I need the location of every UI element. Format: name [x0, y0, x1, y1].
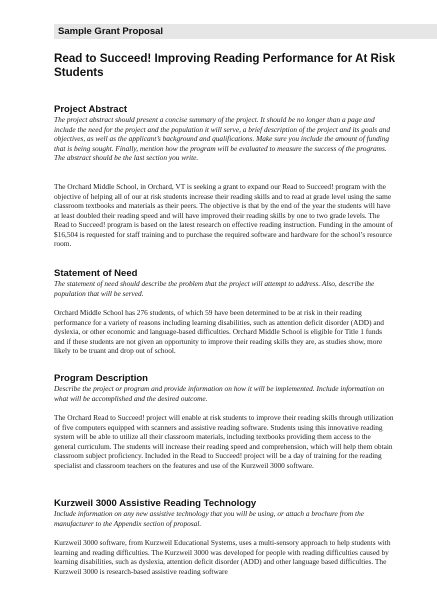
section-instruction-statement-of-need: The statement of need should describe the problem that the project will attempt to address. Also, describe the population that will be served. — [54, 279, 375, 298]
section-instruction-project-abstract: The project abstract should present a concise summary of the project. It should be no longer than a page and include the need for the project and the population it will serve, a brief description of the project and its goals and objectives, as well as the applicant’s background and qualifications. Make sure you include the amount of funding that is being sought. Finally, mention how the program will be evaluated to measure the success of the programs. The abstract should be the last section you write. — [54, 115, 390, 163]
section-instruction-kurzweil-3000: Include information on any new assistive technology that you will be using, or attach a brochure from the manufacturer to the Appendix section of proposal. — [54, 509, 365, 528]
section-heading-project-abstract: Project Abstract — [54, 104, 128, 115]
section-instruction-program-description: Describe the project or program and provide information on how it will be implemented. Include information on what will be accomplished and the desired outcome. — [54, 384, 385, 403]
document-title: Read to Succeed! Improving Reading Performance for At Risk Students — [54, 52, 396, 79]
section-body-project-abstract: The Orchard Middle School, in Orchard, VT is seeking a grant to expand our Read to Succeed! program with the objective of helping all of our at risk students increase their reading skills and to read at grade level using the same classroom textbooks and materials as their peers. The objective is that by the end of the year the students will have at least doubled their reading speed and will have improved their reading skills by one to two grade levels. The Read to Succeed! program is based on the latest research on effective reading instruction. Funding in the amount of $16,504 is requested for staff training and to purchase the required software and hardware for the school’s resource room. — [54, 182, 394, 249]
section-body-kurzweil-3000: Kurzweil 3000 software, from Kurzweil Educational Systems, uses a multi-sensory approach to help students with learning and reading difficulties. The Kurzweil 3000 was developed for people with reading difficulties caused by learning disabilities, such as dyslexia, attention deficit disorder (ADD) and other language based difficulties. The Kurzweil 3000 is research-based assistive reading software — [54, 538, 391, 576]
section-heading-kurzweil-3000: Kurzweil 3000 Assistive Reading Technology — [54, 498, 257, 509]
section-body-statement-of-need: Orchard Middle School has 276 students, of which 59 have been determined to be at risk in their reading performance for a variety of reasons including learning disabilities, such as attention deficit disorder (ADD) and dyslexia, or other economic and language-based difficulties. Orchard Middle School is eligible for Title 1 funds and if these students are not given an opportunity to improve their reading skills they are, as studies show, more likely to be truant and drop out of school. — [54, 308, 384, 356]
section-heading-statement-of-need: Statement of Need — [54, 268, 138, 279]
section-body-program-description: The Orchard Read to Succeed! project will enable at risk students to improve their reading skills through utilization of five computers equipped with scanners and assistive reading software. Students using this innovative reading system will be able to utilize all their classroom materials, including textbooks providing them access to the general curriculum. The students will increase their reading speed and comprehension, which will help them obtain classroom subject proficiency. Included in the Read to Succeed! project will be a day of training for the reading specialist and classroom teachers on the features and use of the Kurzweil 3000 software. — [54, 413, 394, 470]
header-title: Sample Grant Proposal — [58, 26, 164, 37]
section-heading-program-description: Program Description — [54, 373, 148, 384]
